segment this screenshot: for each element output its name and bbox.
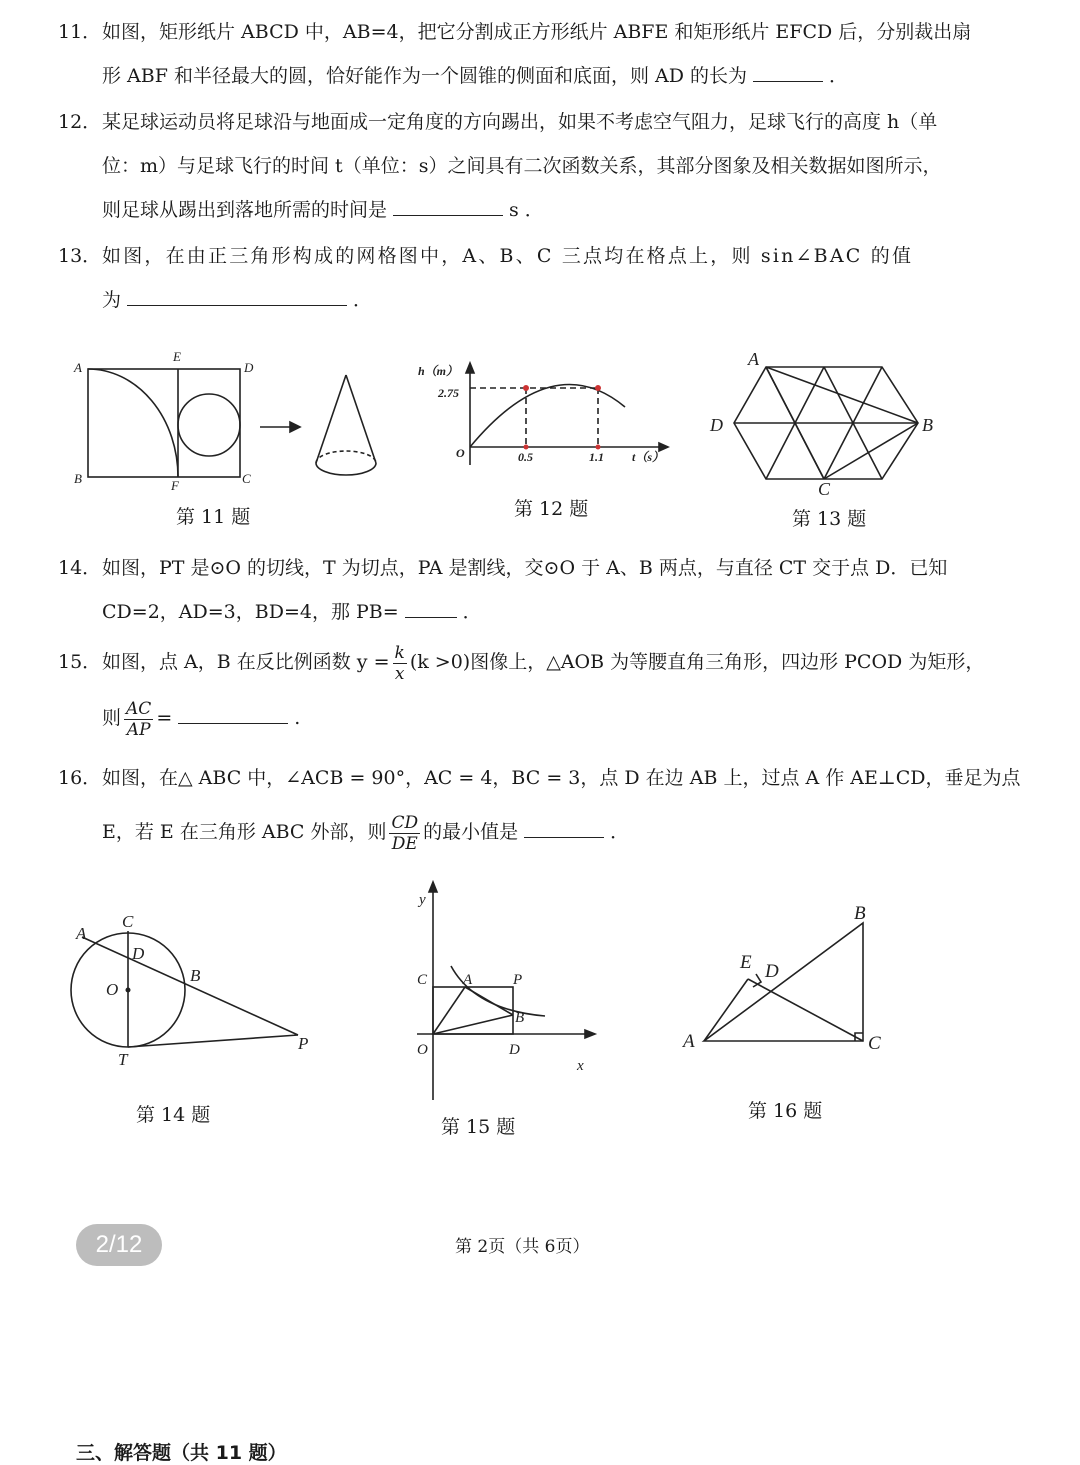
caption-figure-15: 第 15 题 (441, 1116, 516, 1138)
segment-ab (465, 987, 513, 1015)
label-a: A (748, 349, 759, 369)
question-11: 11．如图，矩形纸片 ABCD 中，AB=4，把它分割成正方形纸片 ABFE 和矩形纸片 EFCD 后，分别裁出扇 形 ABF 和半径最大的圆，恰好能作为一个圆锥的侧面和底面，则 AD 的长为 ． (58, 10, 990, 98)
label-x: x (577, 1058, 584, 1074)
caption-figure-12: 第 12 题 (514, 498, 589, 520)
grid-line (853, 367, 882, 423)
question-16: 16．如图，在△ ABC 中，∠ACB = 90°，AC = 4，BC = 3，点 D 在边 AB 上，过点 A 作 AE⊥CD，垂足为点 E，若 E 在三角形 ABC 外部，则 $\frac{CD}{DE}$ 的最小值是 ． (58, 756, 990, 854)
question-text: 如图，在△ ABC 中，∠ACB = 90°，AC = 4，BC = 3，点 D 在边 AB 上，过点 A 作 AE⊥CD，垂足为点 (102, 767, 1021, 789)
answer-blank[interactable] (405, 616, 457, 618)
cone-side-left (316, 375, 346, 463)
fraction-k-over-x: $\frac{k}{x}$ (394, 642, 405, 684)
segment-ab (766, 367, 918, 423)
question-text: 某足球运动员将足球沿与地面成一定角度的方向踢出，如果不考虑空气阻力，足球飞行的高度 h（单 (102, 111, 938, 133)
grid-line (795, 367, 824, 423)
x-axis-label: t（s） (632, 450, 665, 464)
grid-line (853, 423, 882, 479)
answer-blank[interactable] (127, 304, 347, 306)
question-text: (k >0)图像上，△AOB 为等腰直角三角形，四边形 PCOD 为矩形， (409, 651, 985, 673)
question-text: 为 (102, 289, 122, 311)
segment-ec (748, 979, 863, 1041)
caption-figure-16: 第 16 题 (748, 1100, 823, 1122)
triangle-abc (704, 923, 863, 1041)
question-number: 15． (58, 651, 102, 673)
center-point (126, 988, 131, 993)
answer-blank[interactable] (524, 836, 604, 838)
label-y: y (419, 892, 426, 908)
inscribed-circle (178, 394, 240, 456)
label-b: B (74, 471, 82, 486)
label-c: C (818, 479, 831, 495)
label-p: P (298, 1034, 309, 1053)
origin-label: O (456, 446, 465, 460)
x-tick-label: 1.1 (589, 450, 604, 464)
point-t05 (523, 385, 529, 391)
rectangle-pcod (433, 987, 513, 1034)
question-text: 如图，PT 是⊙O 的切线，T 为切点，PA 是割线，交⊙O 于 A、B 两点，与直径 CT 交于点 D．已知 (102, 557, 948, 579)
y-tick-label: 2.75 (438, 386, 459, 400)
page-footer: 第 2页（共 6页） (455, 1237, 590, 1257)
label-o: O (106, 980, 119, 999)
y-axis-arrow (466, 363, 474, 373)
label-d: D (244, 360, 254, 375)
fraction-ac-over-ap: $\frac{AC}{AP}$ (126, 698, 152, 740)
section-heading: 三、解答题（共 11 题） (76, 1442, 287, 1464)
fraction-cd-over-de: $\frac{CD}{DE}$ (391, 812, 419, 854)
caption-figure-13: 第 13 题 (792, 508, 867, 530)
figure-16 (678, 895, 898, 1065)
label-t: T (118, 1050, 128, 1069)
label-b: B (190, 966, 201, 985)
figure-11 (68, 345, 398, 495)
answer-blank[interactable] (753, 80, 823, 82)
tick-t11 (596, 445, 601, 450)
label-c: C (242, 471, 251, 486)
label-a: A (683, 1031, 695, 1052)
question-text: 如图，在由正三角形构成的网格图中，A、B、C 三点均在格点上，则 sin∠BAC 的值 (102, 245, 914, 267)
label-c: C (868, 1033, 881, 1054)
question-text: 的最小值是 (423, 821, 519, 843)
cone-side-right (346, 375, 376, 463)
x-axis-arrow (585, 1030, 595, 1038)
figure-15 (405, 880, 605, 1110)
guide-dashes (470, 388, 598, 447)
question-text: 如图，点 A，B 在反比例函数 y = (102, 651, 390, 673)
question-13: 13．如图，在由正三角形构成的网格图中，A、B、C 三点均在格点上，则 sin∠BAC 的值 为 ． (58, 234, 990, 322)
question-15: 15．如图，点 A，B 在反比例函数 y = $\frac{k}{x}$ (k >0)图像上，△AOB 为等腰直角三角形，四边形 PCOD 为矩形， 则 $\frac{AC}{AP}$ = . (58, 640, 990, 740)
label-a: A (74, 360, 82, 375)
grid-line (766, 423, 795, 479)
question-text: 形 ABF 和半径最大的圆，恰好能作为一个圆锥的侧面和底面，则 AD 的长为 (102, 65, 747, 87)
label-b: B (854, 903, 866, 924)
figure-12 (410, 355, 675, 475)
arrow-head (290, 422, 300, 432)
tick-t05 (524, 445, 529, 450)
question-text: E，若 E 在三角形 ABC 外部，则 (102, 821, 387, 843)
question-number: 16． (58, 767, 102, 789)
label-b: B (515, 1010, 525, 1026)
y-axis-arrow (429, 882, 437, 892)
rectangle-abcd (88, 369, 240, 477)
label-e: E (173, 349, 181, 364)
figure-14 (60, 905, 330, 1075)
label-d: D (509, 1042, 520, 1058)
question-text: 如图，矩形纸片 ABCD 中，AB=4，把它分割成正方形纸片 ABFE 和矩形纸片 EFCD 后，分别裁出扇 (102, 21, 972, 43)
sector-arc-abf (88, 369, 178, 477)
question-text: 则足球从踢出到落地所需的时间是 (102, 199, 388, 221)
answer-blank[interactable] (393, 214, 503, 216)
label-c: C (417, 972, 428, 988)
figure-13 (700, 345, 950, 495)
caption-figure-14: 第 14 题 (136, 1104, 211, 1126)
y-axis-label: h（m） (418, 364, 459, 378)
question-number: 12． (58, 111, 102, 133)
question-text: 位：m）与足球飞行的时间 t（单位：s）之间具有二次函数关系，其部分图象及相关数据如图所示， (102, 155, 942, 177)
segment-ob (433, 1015, 513, 1034)
label-o: O (417, 1042, 428, 1058)
question-number: 14． (58, 557, 102, 579)
label-b: B (922, 415, 933, 435)
cone-base-back (316, 451, 376, 463)
answer-blank[interactable] (178, 722, 288, 724)
label-a: A (76, 924, 87, 943)
grid-line (824, 367, 853, 423)
label-a: A (463, 972, 473, 988)
caption-figure-11: 第 11 题 (176, 506, 251, 528)
label-p: P (513, 972, 523, 988)
label-e: E (740, 952, 752, 973)
page-indicator-badge[interactable]: 2/12 (76, 1224, 162, 1266)
point-t11 (595, 385, 601, 391)
question-14: 14．如图，PT 是⊙O 的切线，T 为切点，PA 是割线，交⊙O 于 A、B 两点，与直径 CT 交于点 D．已知 CD=2，AD=3，BD=4，那 PB= ． (58, 546, 990, 634)
label-d: D (710, 415, 723, 435)
x-tick-label: 0.5 (518, 450, 533, 464)
question-text: CD=2，AD=3，BD=4，那 PB= (102, 601, 399, 623)
cone-base-front (316, 463, 376, 475)
label-c: C (122, 912, 134, 931)
question-number: 11． (58, 21, 102, 43)
label-d: D (132, 944, 145, 963)
segment-ae (704, 979, 748, 1041)
question-12: 12．某足球运动员将足球沿与地面成一定角度的方向踢出，如果不考虑空气阻力，足球飞行的高度 h（单 位：m）与足球飞行的时间 t（单位：s）之间具有二次函数关系，其部分图象及相关数据如图所示， 则足球从踢出到落地所需的时间是 s ． (58, 100, 990, 232)
question-number: 13． (58, 245, 102, 267)
parabola-curve (470, 385, 625, 448)
label-f: F (171, 478, 179, 493)
label-d: D (765, 961, 779, 982)
